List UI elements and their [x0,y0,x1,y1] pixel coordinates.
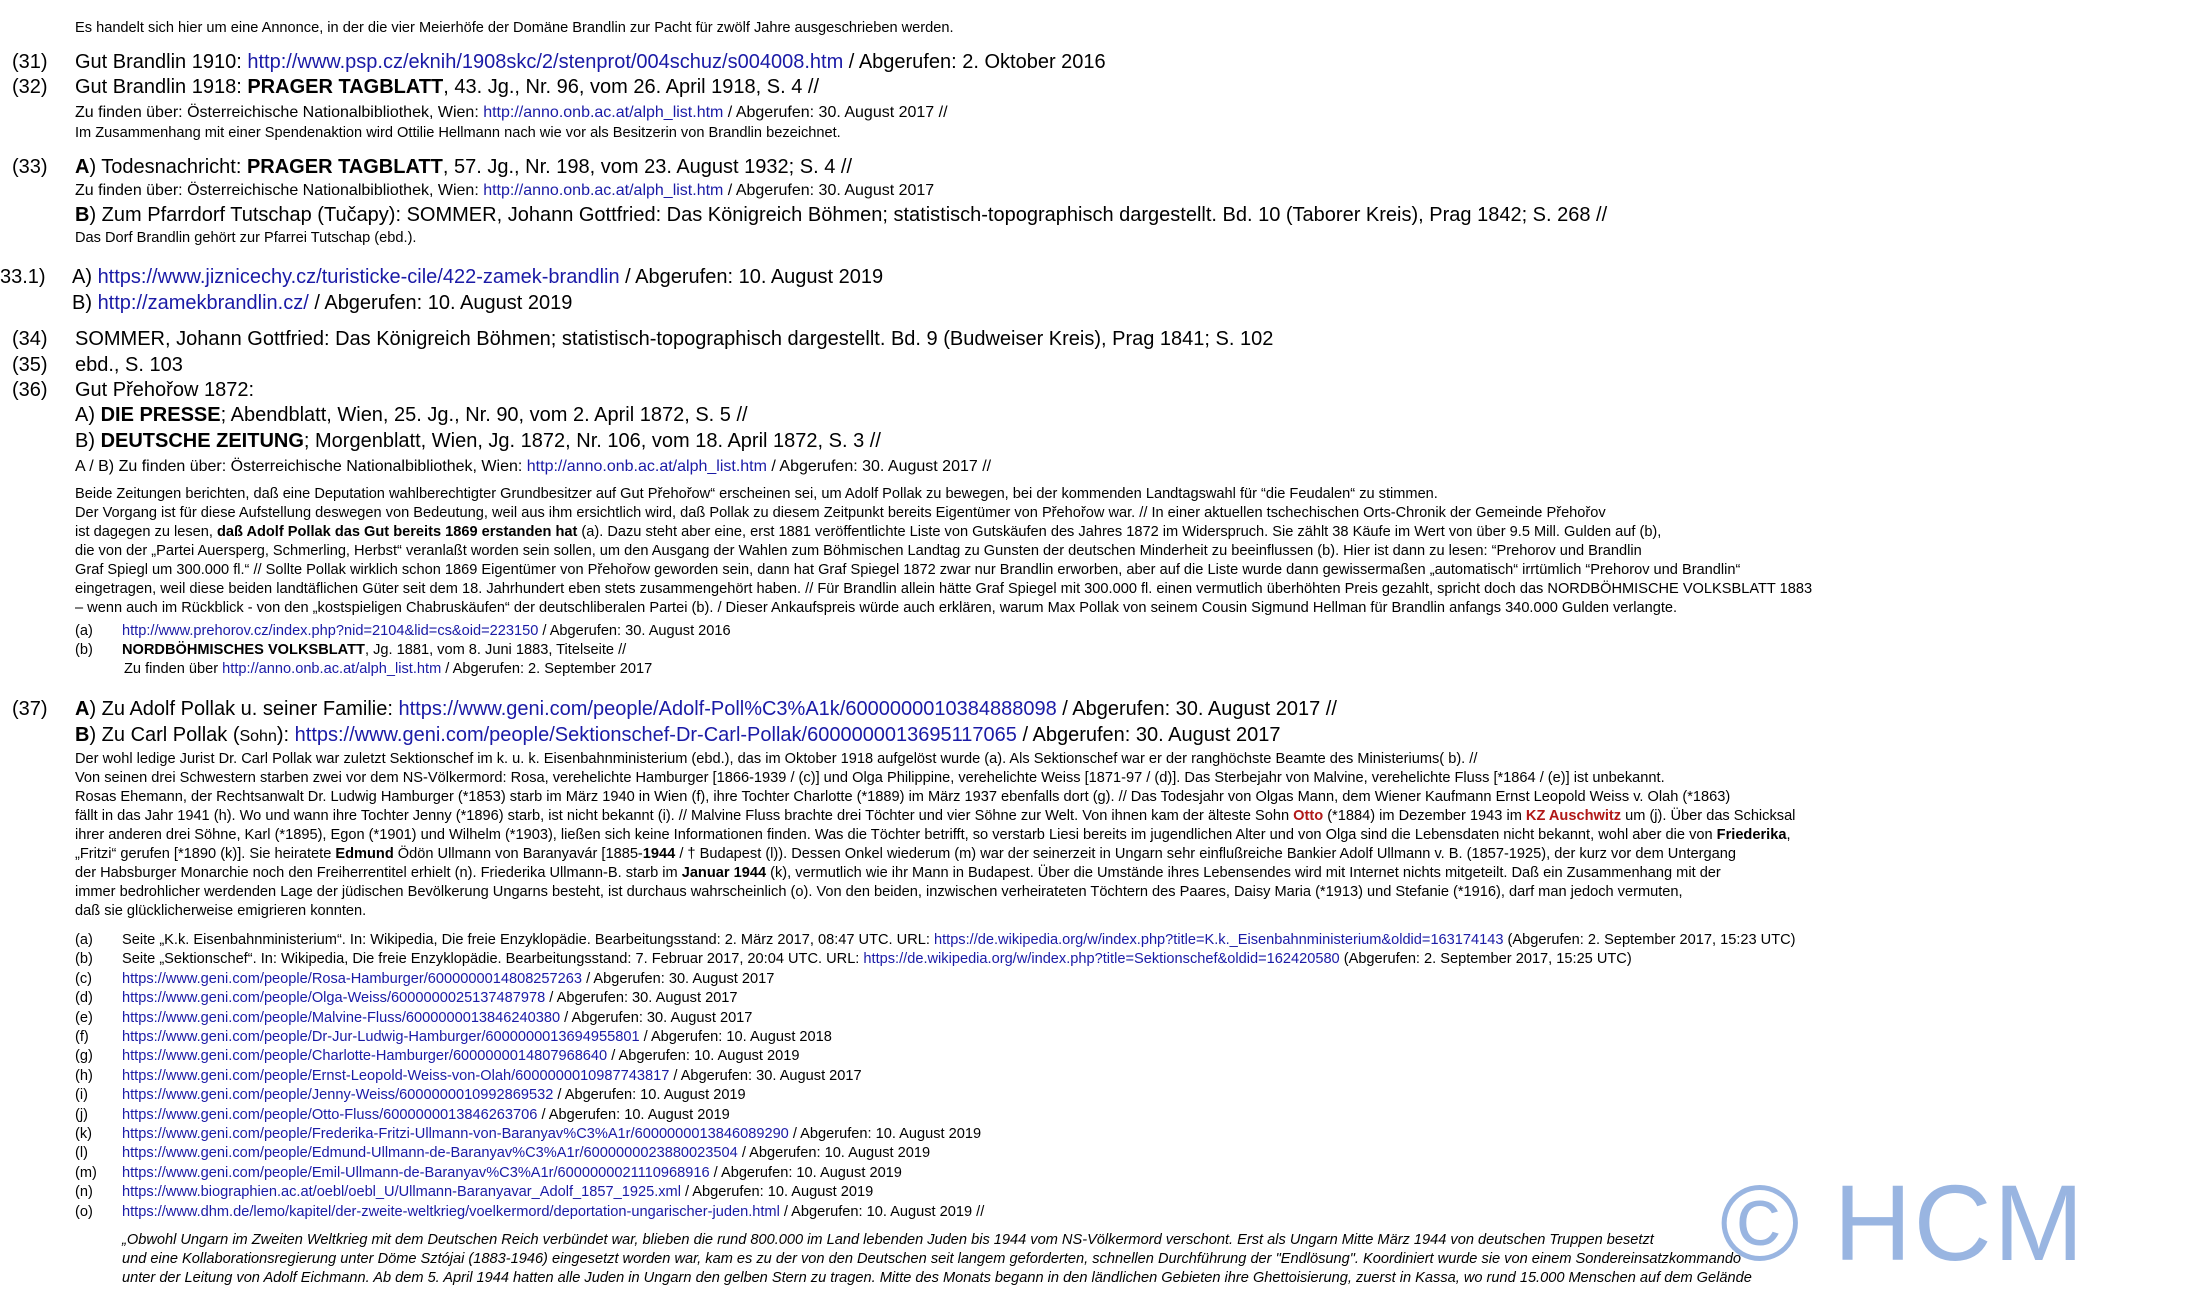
ref-33-1-b-label: B) [72,292,98,314]
ref-32-source-text: Zu finden über: Österreichische Nationalbibliothek, Wien: [75,104,484,121]
ref-33-a [75,156,852,179]
ref-37-p7-text: der Habsburger Monarchie noch den Freiherrentitel erhielt (n). Friederika Ullmann-B. starb im [75,865,682,881]
ref-37-a [75,698,1337,721]
ref-37-b-text-2: ): [276,724,295,746]
footnote-link[interactable]: https://www.geni.com/people/Malvine-Fluss/6000000013846240380 [122,1010,561,1026]
ref-37-paragraph-8: immer bedrohlicher werdenden Lage der jüdischen Bevölkerung Ungarns besteht, ist durchaus wahrscheinlich (o). Von den beiden, inzwischen verheirateten Töchtern des Paares, Daisy Maria (*1913) und Stefanie (*1916), darf man jedoch vermuten, [75,884,1683,900]
ref-36-footnote-a [122,623,731,640]
ref-37-paragraph-3: Rosas Ehemann, der Rechtsanwalt Dr. Ludwig Hamburger (*1853) starb im März 1940 in Wien (f), ihre Tochter Charlotte (*1889) im März 1937 ebenfalls dort (g). // Das Todesjahr von Olgas Mann, dem Wiener Kaufmann Ernst Leopold Weiss v. Olah (*1863) [75,789,1731,805]
footnote-accessed: / Abgerufen: 10. August 2019 [737,1145,931,1161]
footnote-item [122,1145,930,1162]
ref-33-1-a-accessed: / Abgerufen: 10. August 2019 [619,266,884,288]
ref-37-p6-rest: / † Budapest (l)). Dessen Onkel wiederum (m) war der seinerzeit in Ungarn sehr einflußreiche Bankier Adolf Ullmann v. B. (1857-1925), der kurz vor dem Untergang [675,846,1736,862]
ref-36-a-title: DIE PRESSE [100,404,221,426]
ref-number-37: (37) [12,698,48,720]
footnote-label: (d) [75,990,93,1006]
ref-36-b-title: DEUTSCHE ZEITUNG [100,430,304,452]
ref-37-p4-highlight-2: KZ Auschwitz [1525,808,1622,824]
ref-36-footnote-b-source [124,661,652,678]
ref-36-source [75,458,991,476]
footnote-link[interactable]: https://www.geni.com/people/Ernst-Leopold-Weiss-von-Olah/6000000010987743817 [122,1068,670,1084]
ref-36-p3-bold: daß Adolf Pollak das Gut bereits 1869 erstanden hat [216,524,578,540]
ref-36-paragraph-7: – wenn auch im Rückblick - von den „kostspieligen Chabruskäufen“ der deutschliberalen Partei (b). / Dieser Ankaufspreis würde auch erklären, warum Max Pollak von seinem Cousin Sigmund Hellman für Brandlin anfangs 340.000 Gulden verlangte. [75,600,1678,616]
ref-37-p7-rest: (k), vermutlich wie ihr Mann in Budapest. Über die Umstände ihres Lebensendes wird mit Internet nichts mitgeteilt. Daß ein Zusammenhang mit der [766,865,1721,881]
quote-line-1: „Obwohl Ungarn im Zweiten Weltkrieg mit dem Deutschen Reich verbündet war, blieben die rund 800.000 im Land lebenden Juden bis 1944 vom NS-Völkermord verschont. Erst als Ungarn Mitte März 1944 von deutschen Truppen besetzt [122,1232,1654,1248]
ref-36-paragraph-5: Graf Spiegl um 300.000 fl.“ // Sollte Pollak wirklich schon 1869 Eigentümer von Přehořow geworden sein, dann hat Graf Spiegel 1872 zwar nur Brandlin erworben, aber auf die Liste wurde dann gewissermaßen „automatisch“ irrtümlich “Prehorov und Brandlin“ [75,562,1741,578]
footnote-accessed: / Abgerufen: 10. August 2018 [639,1029,832,1045]
footnote-item [122,1010,752,1027]
ref-36-a [75,404,748,427]
footnote-item [122,1029,832,1046]
ref-37-paragraph-9: daß sie glücklicherweise emigrieren konnten. [75,903,367,919]
ref-37-b-text: ) Zu Carl Pollak ( [89,724,240,746]
footnote-accessed: / Abgerufen: 30. August 2017 [560,1010,753,1026]
footnote-label: (i) [75,1087,88,1103]
footnote-label: (n) [75,1184,93,1200]
ref-33-a-letter: A [75,156,90,178]
ref-36-footnote-b-source-link[interactable]: http://anno.onb.ac.at/alph_list.htm [222,661,442,677]
ref-37-p6-text: „Fritzi“ gerufen [*1890 (k)]. Sie heiratete [75,846,336,862]
footnote-accessed: / Abgerufen: 10. August 2019 [709,1165,902,1181]
ref-32 [75,76,819,99]
ref-33-source [75,182,934,200]
footnote-link[interactable]: https://www.geni.com/people/Jenny-Weiss/6000000010992869532 [122,1087,554,1103]
ref-36-footnote-b-source-accessed: / Abgerufen: 2. September 2017 [441,661,653,677]
ref-33-1-b-link[interactable]: http://zamekbrandlin.cz/ [97,292,309,314]
ref-32-source-accessed: / Abgerufen: 30. August 2017 // [723,104,948,121]
ref-37-a-text: ) Zu Adolf Pollak u. seiner Familie: [89,698,399,720]
ref-37-paragraph-7 [75,865,1721,882]
ref-37-p6-bold-2: 1944 [642,846,676,862]
footnote-item [122,1107,730,1124]
ref-number-34: (34) [12,328,48,350]
ref-36-source-text: A / B) Zu finden über: Österreichische Nationalbibliothek, Wien: [75,458,527,475]
ref-36-paragraph-1: Beide Zeitungen berichten, daß eine Deputation wahlberechtigter Grundbesitzer auf Gut Přehořow“ erscheinen sei, um Adolf Pollak zu bewegen, bei der kommenden Landtagswahl für “die Feudalen“ zu stimmen. [75,486,1438,502]
footnote-link[interactable]: https://www.geni.com/people/Charlotte-Hamburger/6000000014807968640 [122,1048,608,1064]
footnote-item [122,932,1796,949]
ref-36-p3-rest: (a). Dazu steht aber eine, erst 1881 veröffentlichte Liste von Gutskäufen des Jahres 1872 im Widerspruch. Sie zählt 38 Käufe im Wert von über 9.5 Mill. Gulden auf (b), [577,524,1662,540]
footnote-item [122,951,1632,968]
footnote-link[interactable]: https://www.biographien.ac.at/oebl/oebl_U/Ullmann-Baranyavar_Adolf_1857_1925.xml [122,1184,681,1200]
ref-31-accessed: / Abgerufen: 2. Oktober 2016 [843,51,1106,73]
ref-36-footnote-a-link[interactable]: http://www.prehorov.cz/index.php?nid=2104&lid=cs&oid=223150 [122,623,539,639]
ref-33-1-b [72,292,572,315]
footnote-accessed: / Abgerufen: 10. August 2019 [680,1184,874,1200]
ref-34: SOMMER, Johann Gottfried: Das Königreich Böhmen; statistisch-topographisch dargestellt. Bd. 9 (Budweiser Kreis), Prag 1841; S. 102 [75,328,1274,350]
ref-36-footnote-b [122,642,626,659]
ref-37-p4-mid: (*1884) im Dezember 1943 im [1323,808,1526,824]
footnote-link[interactable]: https://de.wikipedia.org/w/index.php?title=Sektionschef&oldid=162420580 [863,951,1340,967]
footnote-label: (c) [75,971,93,987]
footnote-item [122,1204,984,1221]
footnote-item [122,1126,981,1143]
ref-36-b-label: B) [75,430,101,452]
ref-37-p4-rest: um (j). Über das Schicksal [1621,808,1796,824]
footnote-label: (g) [75,1048,93,1064]
ref-36-footnote-b-label: (b) [75,642,93,658]
ref-36-paragraph-6: eingetragen, weil diese beiden landtäflichen Güter seit dem 18. Jahrhundert eben stets zusammengehört haben. // Für Brandlin allein hätte Graf Spiegel mit 300.000 fl. einen vermutlich überhöhten Preis gezahlt, spricht doch das NORDBÖHMISCHE VOLKSBLATT 1883 [75,581,1813,597]
footnote-label: (b) [75,951,93,967]
ref-32-source-link[interactable]: http://anno.onb.ac.at/alph_list.htm [483,104,724,121]
ref-37-p4-highlight-1: Otto [1293,808,1324,824]
ref-33-1-b-accessed: / Abgerufen: 10. August 2019 [308,292,573,314]
footnote-accessed: (Abgerufen: 2. September 2017, 15:23 UTC) [1503,932,1796,948]
footnote-link[interactable]: https://www.geni.com/people/Olga-Weiss/6000000025137487978 [122,990,546,1006]
ref-36-head: Gut Přehořow 1872: [75,379,254,401]
footnote-accessed: / Abgerufen: 30. August 2017 [545,990,738,1006]
footnote-item [122,971,774,988]
ref-36-b-details: ; Morgenblatt, Wien, Jg. 1872, Nr. 106, vom 18. April 1872, S. 3 // [303,430,881,452]
ref-31-text: Gut Brandlin 1910: [75,51,248,73]
footnote-accessed: / Abgerufen: 30. August 2017 [669,1068,862,1084]
ref-33-note: Das Dorf Brandlin gehört zur Pfarrei Tutschap (ebd.). [75,230,417,246]
ref-37-paragraph-6 [75,846,1736,863]
ref-37-a-link[interactable]: https://www.geni.com/people/Adolf-Poll%C3%A1k/6000000010384888098 [398,698,1057,720]
footnote-label: (e) [75,1010,93,1026]
ref-36-footnote-b-source-text: Zu finden über [124,661,223,677]
footnote-accessed: / Abgerufen: 30. August 2017 [582,971,775,987]
ref-number-33-1: 33.1) [0,266,46,288]
ref-36-footnote-a-label: (a) [75,623,93,639]
ref-number-33: (33) [12,156,48,178]
ref-33-source-text: Zu finden über: Österreichische Nationalbibliothek, Wien: [75,182,484,199]
ref-37-paragraph-5: ihrer anderen drei Söhne, Karl (*1895), Egon (*1901) und Wilhelm (*1903), ließen sich keine Informationen finden. Was die Töchter betrifft, so verstarb Liesi bereits im jugendlichen Alter und von Olga sind die Lebensdaten nicht bekannt, wohl aber die von Friederika, [75,827,1791,843]
ref-36-source-link[interactable]: http://anno.onb.ac.at/alph_list.htm [526,458,767,475]
ref-32-note: Im Zusammenhang mit einer Spendenaktion wird Ottilie Hellmann nach wie vor als Besitzerin von Brandlin bezeichnet. [75,125,841,141]
ref-36-paragraph-4: die von der „Partei Auersperg, Schmerling, Herbst“ veranlaßt worden sein sollen, um den Ausgang der Wahlen zum Böhmischen Landtag zu Gunsten der deutschen Minderheit zu beeinflussen (b). Hier ist dann zu lesen: “Prehorov und Brandlin [75,543,1642,559]
ref-33-source-link[interactable]: http://anno.onb.ac.at/alph_list.htm [483,182,724,199]
ref-33-b [75,204,1607,227]
ref-37-b-link[interactable]: https://www.geni.com/people/Sektionschef-Dr-Carl-Pollak/6000000013695117065 [294,724,1017,746]
ref-33-b-letter: B [75,204,90,226]
ref-32-title: PRAGER TAGBLATT [247,76,444,98]
footnote-text: Seite „K.k. Eisenbahnministerium“. In: Wikipedia, Die freie Enzyklopädie. Bearbeitungsstand: 2. März 2017, 08:47 UTC. URL: [122,932,934,948]
ref-36-source-accessed: / Abgerufen: 30. August 2017 // [766,458,992,475]
ref-36-a-details: ; Abendblatt, Wien, 25. Jg., Nr. 90, vom 2. April 1872, S. 5 // [220,404,748,426]
footnote-link[interactable]: https://www.dhm.de/lemo/kapitel/der-zweite-weltkrieg/voelkermord/deportation-ungarischer-juden.html [122,1204,780,1220]
footnote-label: (f) [75,1029,89,1045]
footnote-item [122,990,738,1007]
ref-36-a-label: A) [75,404,101,426]
footnote-label: (a) [75,932,93,948]
footnote-label: (k) [75,1126,93,1142]
ref-36-footnote-b-title: NORDBÖHMISCHES VOLKSBLATT [122,642,365,658]
footnote-accessed: / Abgerufen: 10. August 2019 // [779,1204,985,1220]
ref-37-paragraph-1: Der wohl ledige Jurist Dr. Carl Pollak war zuletzt Sektionschef im k. u. k. Eisenbahnministerium (ebd.), das im Oktober 1918 aufgelöst wurde (a). Als Sektionschef war er der ranghöchste Beamte des Ministeriums( b). // [75,751,1478,767]
ref-37-b-accessed: / Abgerufen: 30. August 2017 [1016,724,1281,746]
ref-33-1-a-label: A) [72,266,98,288]
footnote-label: (l) [75,1145,88,1161]
footnote-link[interactable]: https://de.wikipedia.org/w/index.php?title=K.k._Eisenbahnministerium&oldid=163174143 [933,932,1504,948]
ref-33-1-a-link[interactable]: https://www.jiznicechy.cz/turisticke-cile/422-zamek-brandlin [97,266,620,288]
ref-31-link[interactable]: http://www.psp.cz/eknih/1908skc/2/stenprot/004schuz/s004008.htm [247,51,844,73]
footnote-link[interactable]: https://www.geni.com/people/Edmund-Ullmann-de-Baranyav%C3%A1r/6000000023880023504 [122,1145,738,1161]
footnote-accessed: / Abgerufen: 10. August 2019 [607,1048,800,1064]
footnote-link[interactable]: https://www.geni.com/people/Emil-Ullmann-de-Baranyav%C3%A1r/6000000021110968916 [122,1165,710,1181]
ref-31 [75,51,1106,74]
footnote-label: (o) [75,1204,93,1220]
ref-32-source [75,104,948,122]
ref-36-p3-text: ist dagegen zu lesen, [75,524,217,540]
footnote-text: Seite „Sektionschef“. In: Wikipedia, Die freie Enzyklopädie. Bearbeitungsstand: 7. Februar 2017, 20:04 UTC. URL: [122,951,864,967]
footnote-link[interactable]: https://www.geni.com/people/Rosa-Hamburger/6000000014808257263 [122,971,583,987]
footnote-accessed: (Abgerufen: 2. September 2017, 15:25 UTC) [1339,951,1632,967]
ref-33-a-text: ) Todesnachricht: [89,156,247,178]
ref-number-35: (35) [12,354,48,376]
footnote-item [122,1087,746,1104]
quote-line-2: und eine Kollaborationsregierung unter Döme Sztójai (1883-1946) eingesetzt worden war, kam es zu der von den Deutschen seit langem geforderten, schnellen Durchführung der "Endlösung". Koordiniert wurde sie von einem Sondereinsatzkommando [122,1251,1742,1267]
quote-line-3: unter der Leitung von Adolf Eichmann. Ab dem 5. April 1944 hatten alle Juden in Ungarn den gelben Stern zu tragen. Mitte des Monats begann in den ländlichen Gebieten ihre Ghettoisierung, zuerst in Kassa, wo rund 15.000 Menschen auf dem Gelände [122,1270,1752,1286]
ref-37-b [75,724,1280,747]
ref-37-paragraph-4 [75,808,1795,825]
footnote-label: (h) [75,1068,93,1084]
ref-37-p6-bold: Edmund [335,846,394,862]
ref-33-a-title: PRAGER TAGBLATT [246,156,443,178]
footnote-item [122,1068,862,1085]
ref-33-b-text: ) Zum Pfarrdorf Tutschap (Tučapy): SOMMER, Johann Gottfried: Das Königreich Böhmen; statistisch-topographisch dargestellt. Bd. 10 (Taborer Kreis), Prag 1842; S. 268 // [89,204,1608,226]
ref-36-paragraph-2: Der Vorgang ist für diese Aufstellung deswegen von Bedeutung, weil aus ihm ersichtlich wird, daß Pollak zu diesem Zeitpunkt bereits Eigentümer von Přehořow war. // In einer aktuellen tschechischen Orts-Chronik der Gemeinde Přehořov [75,505,1606,521]
ref-37-p6-mid: Ödön Ullmann von Baranyavár [1885- [393,846,643,862]
ref-37-b-small: Sohn [239,728,277,745]
footnote-link[interactable]: https://www.geni.com/people/Dr-Jur-Ludwig-Hamburger/6000000013694955801 [122,1029,640,1045]
ref-number-36: (36) [12,379,48,401]
ref-36-footnote-b-details: , Jg. 1881, vom 8. Juni 1883, Titelseite // [364,642,627,658]
footnote-item [122,1165,902,1182]
footnote-item [122,1184,873,1201]
ref-37-b-letter: B [75,724,90,746]
footnote-accessed: / Abgerufen: 10. August 2019 [537,1107,730,1123]
ref-37-paragraph-2: Von seinen drei Schwestern starben zwei vor dem NS-Völkermord: Rosa, verehelichte Hamburger [1866-1939 / (c)] und Olga Philippine, verehelichte Weiss [1871-97 / (d)]. Das Sterbejahr von Malvine, verehelichte Fluss [*1864 / (e)] ist unbekannt. [75,770,1665,786]
ref-36-footnote-a-accessed: / Abgerufen: 30. August 2016 [538,623,731,639]
ref-37-p5-bold: Friederika [1716,827,1787,843]
ref-33-source-accessed: / Abgerufen: 30. August 2017 [723,182,935,199]
copyright-watermark: © HCM [1720,1162,2086,1283]
ref-37-a-letter: A [75,698,90,720]
ref-number-32: (32) [12,76,48,98]
ref-35: ebd., S. 103 [75,354,183,376]
ref-33-a-details: , 57. Jg., Nr. 198, vom 23. August 1932; S. 4 // [442,156,853,178]
footnote-link[interactable]: https://www.geni.com/people/Frederika-Fritzi-Ullmann-von-Baranyav%C3%A1r/6000000013846089290 [122,1126,789,1142]
ref-32-text: Gut Brandlin 1918: [75,76,248,98]
ref-33-1-a [72,266,883,289]
ref-36-paragraph-3 [75,524,1661,541]
ref-number-31: (31) [12,51,48,73]
intro-note: Es handelt sich hier um eine Annonce, in der die vier Meierhöfe der Domäne Brandlin zur Pacht für zwölf Jahre ausgeschrieben werden. [75,20,954,36]
ref-37-p4-text: fällt in das Jahr 1941 (h). Wo und wann ihre Tochter Jenny (*1896) starb, ist nicht bekannt (i). // Malvine Fluss brachte drei Töchter und vier Söhne zur Welt. Von ihnen kam der älteste Sohn [75,808,1294,824]
footnote-item [122,1048,799,1065]
ref-32-details: , 43. Jg., Nr. 96, vom 26. April 1918, S. 4 // [443,76,820,98]
footnote-accessed: / Abgerufen: 10. August 2019 [553,1087,746,1103]
ref-37-p7-bold: Januar 1944 [681,865,767,881]
ref-37-p5-text: ihrer anderen drei Söhne, Karl (*1895), Egon (*1901) und Wilhelm (*1903), ließen sich keine Informationen finden. Was die Töchter betrifft, so verstarb Liesi bereits im jugendlichen Alter und von Olga sind die Lebensdaten nicht bekannt, wohl aber die von [75,827,1717,843]
footnote-link[interactable]: https://www.geni.com/people/Otto-Fluss/6000000013846263706 [122,1107,538,1123]
footnote-accessed: / Abgerufen: 10. August 2019 [788,1126,982,1142]
footnote-label: (j) [75,1107,88,1123]
ref-36-b [75,430,881,453]
footnote-label: (m) [75,1165,97,1181]
ref-37-a-accessed: / Abgerufen: 30. August 2017 // [1056,698,1337,720]
